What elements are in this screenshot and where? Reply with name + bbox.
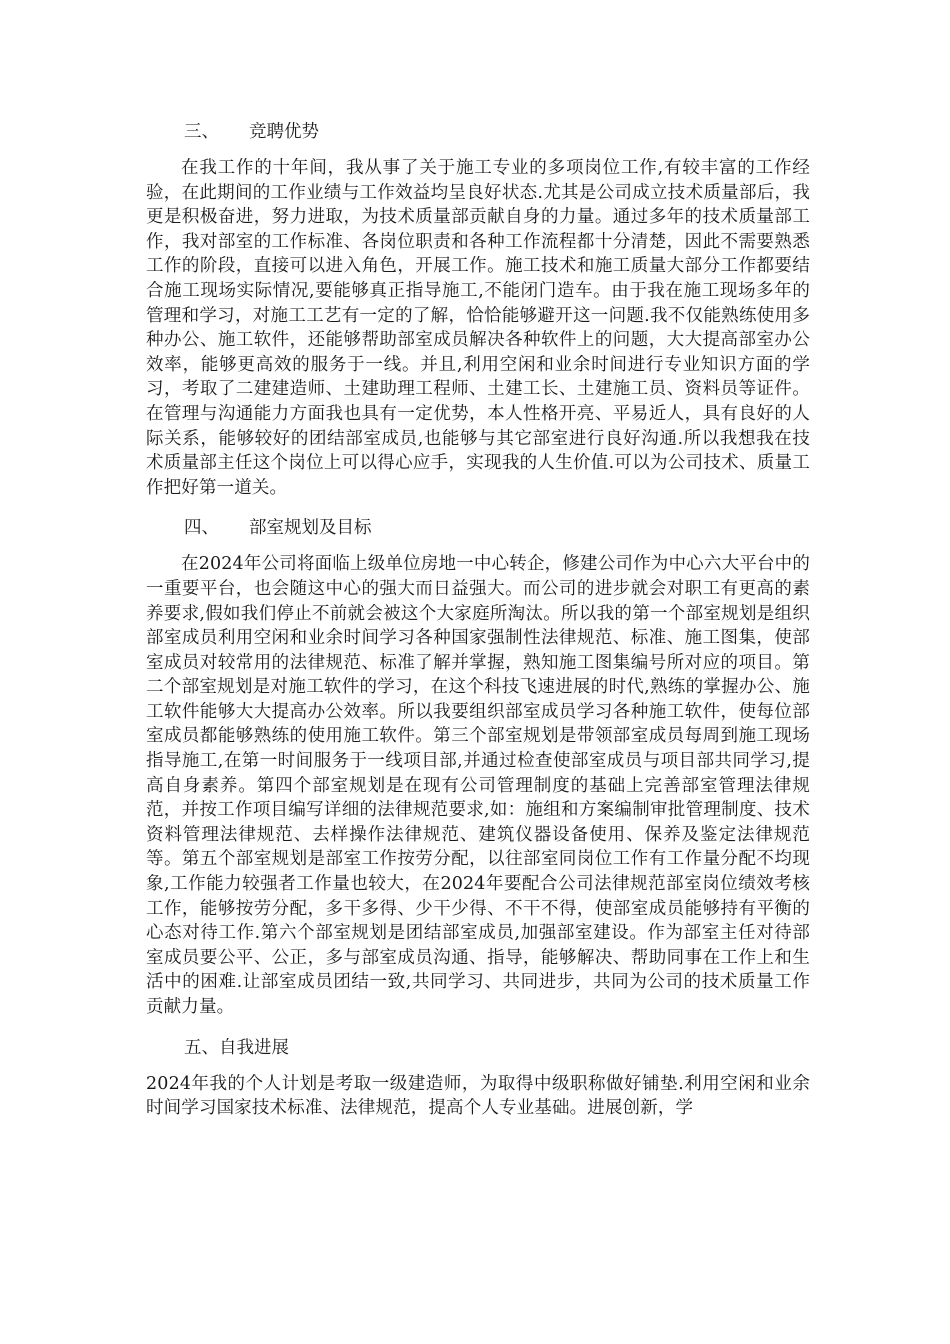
section-number: 三、: [184, 122, 219, 142]
section-number: 五、: [184, 1037, 219, 1058]
section-paragraph-3: 在我工作的十年间，我从事了关于施工专业的多项岗位工作,有较丰富的工作经验，在此期间的工作业绩与工作效益均呈良好状态.尤其是公司成立技术质量部后，我更是积极奋进，努力进取，为技术质量部贡献自身的力量。通过多年的技术质量部工作，我对部室的工作标准、各岗位职责和各种工作流程都十分清楚，因此不需要熟悉工作的阶段，直接可以进入角色，开展工作。施工技术和施工质量大部分工作都要结合施工现场实际情况,要能够真正指导施工,不能闭门造车。由于我在施工现场多年的管理和学习，对施工工艺有一定的了解，恰恰能够避开这一问题.我不仅能熟练使用多种办公、施工软件，还能够帮助部室成员解决各种软件上的问题，大大提高部室办公效率，能够更高效的服务于一线。并且,利用空闲和业余时间进行专业知识方面的学习，考取了二建建造师、土建助理工程师、土建工长、土建施工员、资料员等证件。在管理与沟通能力方面我也具有一定优势，本人性格开亮、平易近人，具有良好的人际关系，能够较好的团结部室成员,也能够与其它部室进行良好沟通.所以我想我在技术质量部主任这个岗位上可以得心应手，实现我的人生价值.可以为公司技术、质量工作把好第一道关。: [146, 158, 810, 498]
section-paragraph-4: 在2024年公司将面临上级单位房地一中心转企，修建公司作为中心六大平台中的一重要平台，也会随这中心的强大而日益强大。而公司的进步就会对职工有更高的素养要求,假如我们停止不前就会被这个大家庭所淘汰。所以我的第一个部室规划是组织部室成员利用空闲和业余时间学习各种国家强制性法律规范、标准、施工图集，使部室成员对较常用的法律规范、标准了解并掌握，熟知施工图集编号所对应的项目。第二个部室规划是对施工软件的学习，在这个科技飞速进展的时代,熟练的掌握办公、施工软件能够大大提高办公效率。所以我要组织部室成员学习各种施工软件，使每位部室成员都能够熟练的使用施工软件。第三个部室规划是带领部室成员每周到施工现场指导施工,在第一时间服务于一线项目部,并通过检查使部室成员与项目部共同学习,提高自身素养。第四个部室规划是在现有公司管理制度的基础上完善部室管理法律规范，并按工作项目编写详细的法律规范要求,如：施组和方案编制审批管理制度、技术资料管理法律规范、去样操作法律规范、建筑仪器设备使用、保养及鉴定法律规范等。第五个部室规划是部室工作按劳分配，以往部室同岗位工作有工作量分配不均现象,工作能力较强者工作量也较大，在2024年要配合公司法律规范部室岗位绩效考核工作，能够按劳分配，多干多得、少干少得、不干不得，使部室成员能够持有平衡的心态对待工作.第六个部室规划是团结部室成员,加强部室建设。作为部室主任对待部室成员要公平、公正，多与部室成员沟通、指导，能够解决、帮助同事在工作上和生活中的困难.让部室成员团结一致,共同学习、共同进步，共同为公司的技术质量工作贡献力量。: [146, 554, 810, 1017]
section-title: 部室规划及目标: [249, 518, 372, 539]
section-number: 四、: [184, 518, 219, 539]
section-heading-4: [146, 514, 810, 542]
section-title: 自我进展: [219, 1037, 289, 1058]
section-heading-3: [146, 118, 810, 146]
section-paragraph-5: 2024年我的个人计划是考取一级建造师，为取得中级职称做好铺垫.利用空闲和业余时间学习国家技术标准、法律规范，提高个人专业基础。进展创新，学: [146, 1073, 810, 1119]
document-page: [146, 118, 810, 1121]
section-heading-5: [146, 1034, 810, 1062]
section-title: 竞聘优势: [249, 122, 319, 142]
